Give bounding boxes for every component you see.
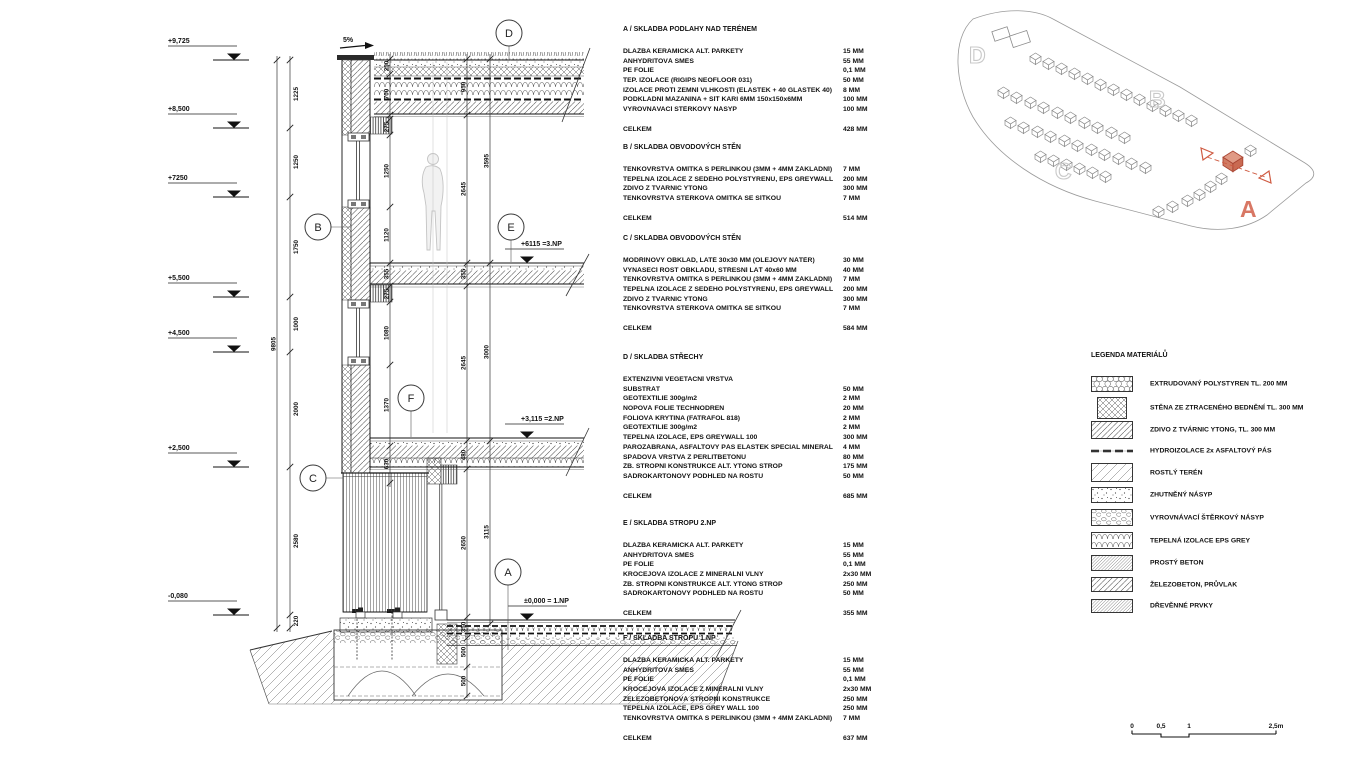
composition-row bbox=[623, 571, 881, 581]
legend-item: DŘEVĚNNÉ PRVKY bbox=[1091, 599, 1363, 613]
layer-name: SÁDROKARTONOVÝ PODHLED NA ROŠTU bbox=[623, 472, 764, 480]
layer-thickness: 2 MM bbox=[843, 395, 860, 403]
dim-label: 1225 bbox=[293, 86, 300, 102]
callout-c bbox=[300, 465, 343, 491]
layer-thickness: 7 MM bbox=[843, 276, 860, 284]
layer-name: ŽELEZOBETONOVÁ STROPNÍ KONSTRUKCE bbox=[623, 695, 771, 703]
layer-thickness: 175 MM bbox=[843, 463, 868, 471]
composition-row bbox=[623, 305, 881, 315]
layer-name: ŽB. STROPNÍ KONSTRUKCE ALT. YTONG STROP bbox=[623, 463, 783, 471]
dim-label: 630 bbox=[383, 458, 391, 470]
dim-label: 700 bbox=[383, 88, 391, 100]
composition-row bbox=[623, 166, 881, 176]
composition-rows bbox=[623, 376, 881, 483]
legend-swatch-fine-diagonal bbox=[1091, 555, 1133, 571]
elevation-marker bbox=[168, 445, 249, 467]
layer-name: TEPELNÁ IZOLACE Z ŠEDÉHO POLYSTYRENU, EPS GREYWALL bbox=[623, 286, 834, 294]
layer-name: ANHYDRITOVÁ SMĚS bbox=[623, 551, 694, 559]
composition-row bbox=[623, 676, 881, 686]
layer-thickness: 2x30 MM bbox=[843, 571, 872, 579]
layer-name: ZDIVO Z TVÁRNIC YTONG bbox=[623, 295, 708, 303]
layer-name: IZOLACE PROTI ZEMNÍ VLHKOSTI (ELASTEK + 40 GLASTEK 40) bbox=[623, 86, 833, 94]
layer-thickness: 50 MM bbox=[843, 385, 864, 393]
composition-title: C / SKLADBA OBVODOVÝCH STĚN bbox=[623, 235, 741, 242]
composition-block-e bbox=[623, 520, 881, 617]
level-marker bbox=[505, 416, 564, 438]
layer-thickness: 15 MM bbox=[843, 48, 864, 55]
elevation-marker bbox=[168, 106, 249, 128]
composition-title: A / SKLADBA PODLAHY NAD TERÉNEM bbox=[623, 26, 757, 33]
composition-row bbox=[623, 386, 881, 396]
layer-thickness: 4 MM bbox=[843, 443, 860, 451]
composition-row bbox=[623, 705, 881, 715]
callout-f bbox=[398, 385, 424, 437]
layer-name: TENKOVRSTVÁ OMÍTKA S PERLINKOU (3MM + 4MM ZÁKLADNÍ) bbox=[623, 166, 833, 173]
scale-tick-05: 0,5 bbox=[1156, 723, 1166, 730]
layer-name: ANHYDRITOVÁ SMĚS bbox=[623, 57, 694, 65]
svg-text:+8,500: +8,500 bbox=[168, 106, 190, 113]
layer-name: KROČEJOVÁ IZOLACE Z MINERÁLNÍ VLNY bbox=[623, 686, 764, 694]
svg-text:C: C bbox=[309, 473, 317, 485]
legend-swatch-diagonal-wide bbox=[1091, 463, 1133, 482]
dim-label: 2000 bbox=[293, 401, 300, 417]
legend-item: EXTRUDOVANÝ POLYSTYREN TL. 200 MM bbox=[1091, 376, 1363, 392]
layer-thickness: 250 MM bbox=[843, 580, 868, 588]
scale-bar bbox=[1122, 718, 1302, 748]
layer-thickness: 40 MM bbox=[843, 266, 864, 274]
elevation-marker bbox=[168, 175, 249, 197]
svg-text:±0,000 = 1.NP: ±0,000 = 1.NP bbox=[524, 598, 569, 605]
dim-label: 1120 bbox=[383, 228, 391, 242]
layer-name: TENKOVRSTVÁ STĚRKOVÁ OMÍTKA SE SÍŤKOU bbox=[623, 195, 781, 203]
layer-name: GEOTEXTILIE 300g/m2 bbox=[623, 424, 698, 432]
layer-name: PODKLADNÍ MAZANINA + SÍŤ KARI 6MM 150x150x6MM bbox=[623, 96, 803, 104]
layer-name: PE FOLIE bbox=[623, 67, 654, 75]
dim-label: 1080 bbox=[383, 325, 391, 341]
legend-swatch-gravel bbox=[1091, 509, 1133, 526]
composition-row bbox=[623, 296, 881, 306]
callout-e bbox=[498, 214, 524, 262]
legend-swatch-loops bbox=[1091, 532, 1133, 549]
layer-thickness: 300 MM bbox=[843, 185, 868, 193]
composition-total: CELKEM 584 MM bbox=[623, 325, 868, 333]
layer-name: EXTENZIVNÍ VEGETAČNÍ VRSTVA bbox=[623, 376, 734, 383]
dim-label: 3595 bbox=[483, 153, 491, 169]
level-marker bbox=[508, 598, 569, 620]
elevation-marker bbox=[168, 38, 249, 60]
composition-total: CELKEM 637 MM bbox=[623, 734, 868, 742]
dim-label: 2645 bbox=[460, 355, 468, 371]
composition-block-b bbox=[623, 144, 881, 222]
legend-title: LEGENDA MATERIÁLŮ bbox=[1091, 352, 1168, 359]
dim-label: 3115 bbox=[483, 525, 491, 539]
composition-rows bbox=[623, 657, 881, 725]
person-silhouette bbox=[422, 154, 443, 251]
composition-rows bbox=[623, 257, 881, 315]
svg-text:+2,500: +2,500 bbox=[168, 445, 190, 452]
layer-thickness: 100 MM bbox=[843, 96, 868, 104]
layer-thickness: 100 MM bbox=[843, 106, 868, 114]
composition-row bbox=[623, 667, 881, 677]
composition-row bbox=[623, 58, 881, 68]
floor-slab-2np bbox=[370, 428, 589, 476]
composition-row bbox=[623, 434, 881, 444]
layer-name: MODŘÍNOVÝ OBKLAD, LATĚ 30x30 MM (OLEJOVÝ NÁTĚR) bbox=[623, 257, 815, 264]
layer-thickness: 7 MM bbox=[843, 715, 860, 723]
dim-label: 355 bbox=[460, 268, 468, 280]
composition-row bbox=[623, 106, 881, 116]
composition-row bbox=[623, 415, 881, 425]
legend-item: STĚNA ZE ZTRACENÉHO BEDNĚNÍ TL. 300 MM bbox=[1091, 397, 1363, 419]
layer-name: SPÁDOVÁ VRSTVA Z PERLITBETONU bbox=[623, 453, 746, 461]
larch-cladding bbox=[340, 458, 457, 632]
layer-name: TENKOVRSTVÁ OMÍTKA S PERLINKOU (3MM + 4MM ZÁKLADNÍ) bbox=[623, 715, 833, 723]
dim-label: 1250 bbox=[293, 154, 300, 170]
legend-item: TEPELNÁ IZOLACE EPS GREY bbox=[1091, 532, 1363, 549]
layer-name: DLAŽBA KERAMICKÁ ALT. PARKETY bbox=[623, 48, 744, 55]
layer-name: PAROZÁBRANA, ASFALTOVÝ PÁS ELASTEK SPECIAL MINERAL bbox=[623, 443, 833, 451]
composition-rows bbox=[623, 542, 881, 600]
layer-thickness: 80 MM bbox=[843, 453, 864, 461]
layer-thickness: 20 MM bbox=[843, 405, 864, 413]
layer-name: DLAŽBA KERAMICKÁ ALT. PARKETY bbox=[623, 542, 744, 549]
legend-item: HYDROIZOLACE 2x ASFALTOVÝ PÁS bbox=[1091, 447, 1363, 455]
scale-tick-1: 1 bbox=[1187, 723, 1191, 730]
layer-name: GEOTEXTILIE 300g/m2 bbox=[623, 395, 698, 403]
layer-name: TENKOVRSTVÁ STĚRKOVÁ OMÍTKA SE SÍŤKOU bbox=[623, 305, 781, 313]
layer-name: PE FOLIE bbox=[623, 676, 654, 684]
composition-row bbox=[623, 463, 881, 473]
svg-text:+4,500: +4,500 bbox=[168, 330, 190, 337]
composition-row bbox=[623, 185, 881, 195]
composition-block-d bbox=[623, 354, 881, 500]
elevation-marker bbox=[168, 330, 249, 352]
layer-name: SUBSTRÁT bbox=[623, 385, 661, 393]
dim-label: 1000 bbox=[293, 316, 300, 332]
layer-thickness bbox=[843, 376, 881, 386]
layer-thickness: 55 MM bbox=[843, 666, 864, 674]
composition-row bbox=[623, 257, 881, 267]
elevation-markers bbox=[168, 38, 249, 615]
composition-row bbox=[623, 473, 881, 483]
legend-swatch-diagonal bbox=[1091, 577, 1133, 592]
composition-row bbox=[623, 195, 881, 205]
layer-name: DLAŽBA KERAMICKÁ ALT. PARKETY bbox=[623, 657, 744, 664]
composition-total: CELKEM 685 MM bbox=[623, 492, 868, 500]
layer-name: ŽB. STROPNÍ KONSTRUKCE ALT. YTONG STROP bbox=[623, 580, 783, 588]
dim-label: 480 bbox=[460, 449, 468, 461]
composition-title: D / SKLADBA STŘECHY bbox=[623, 354, 704, 361]
dim-label: 500 bbox=[460, 646, 468, 658]
composition-row bbox=[623, 276, 881, 286]
floor-slab-3np bbox=[370, 254, 589, 296]
legend-item: ROSTLÝ TERÉN bbox=[1091, 463, 1363, 482]
dim-label: 2650 bbox=[460, 535, 468, 551]
layer-thickness: 200 MM bbox=[843, 175, 868, 183]
elevation-marker bbox=[168, 593, 249, 615]
roof-assembly bbox=[374, 48, 590, 122]
composition-row bbox=[623, 67, 881, 77]
dim-label: 3000 bbox=[483, 344, 491, 360]
layer-thickness: 250 MM bbox=[843, 695, 868, 703]
layer-name: ZDIVO Z TVÁRNIC YTONG bbox=[623, 185, 708, 193]
layer-name: PE FOLIE bbox=[623, 561, 654, 569]
layer-name: ANHYDRITOVÁ SMĚS bbox=[623, 666, 694, 674]
legend-item: ŽELEZOBETON, PRŮVLAK bbox=[1091, 577, 1363, 592]
composition-row bbox=[623, 395, 881, 405]
dim-label: 2580 bbox=[293, 533, 300, 549]
layer-name: TEPELNÁ IZOLACE, EPS GREY WALL 100 bbox=[623, 705, 760, 713]
composition-row bbox=[623, 444, 881, 454]
composition-row bbox=[623, 657, 881, 667]
composition-total: CELKEM 428 MM bbox=[623, 125, 868, 133]
dim-label: 1370 bbox=[383, 397, 391, 413]
composition-row bbox=[623, 405, 881, 415]
svg-text:-0,080: -0,080 bbox=[168, 593, 188, 600]
composition-row bbox=[623, 48, 881, 58]
composition-rows bbox=[623, 48, 881, 116]
site-label-b: B bbox=[1149, 86, 1166, 112]
layer-thickness: 2 MM bbox=[843, 414, 860, 422]
layer-name: VYROVNÁVACÍ ŠTĚRKOVÝ NÁSYP bbox=[623, 106, 737, 114]
composition-row bbox=[623, 267, 881, 277]
composition-row bbox=[623, 715, 881, 725]
dim-label: 350 bbox=[460, 621, 468, 633]
building-d-block bbox=[992, 27, 1031, 48]
composition-row bbox=[623, 176, 881, 186]
dim-label: 220 bbox=[293, 615, 300, 627]
slope-label: 5% bbox=[343, 37, 354, 44]
composition-row bbox=[623, 561, 881, 571]
composition-total: CELKEM 355 MM bbox=[623, 610, 868, 618]
composition-row bbox=[623, 686, 881, 696]
svg-text:+3,115 =2.NP: +3,115 =2.NP bbox=[521, 416, 564, 423]
legend-item: ZHUTNĚNÝ NÁSYP bbox=[1091, 487, 1363, 503]
composition-row bbox=[623, 77, 881, 87]
dim-label: 500 bbox=[460, 675, 468, 687]
composition-row bbox=[623, 454, 881, 464]
layer-thickness: 300 MM bbox=[843, 434, 868, 442]
layer-thickness: 30 MM bbox=[843, 257, 864, 264]
svg-text:F: F bbox=[407, 393, 415, 405]
site-label-d: D bbox=[969, 42, 986, 68]
site-label-a: A bbox=[1240, 196, 1257, 222]
dim-label: 1250 bbox=[383, 163, 391, 179]
composition-block-a bbox=[623, 26, 881, 133]
elevation-marker bbox=[168, 275, 249, 297]
dim-label: 1750 bbox=[293, 239, 300, 255]
layer-thickness: 300 MM bbox=[843, 295, 868, 303]
layer-thickness: 7 MM bbox=[843, 166, 860, 173]
layer-thickness: 55 MM bbox=[843, 551, 864, 559]
composition-row bbox=[623, 581, 881, 591]
dim-label: 275 bbox=[383, 288, 391, 300]
layer-name: TEP. IZOLACE (RIGIPS NEOFLOOR 031) bbox=[623, 77, 753, 85]
legend-swatch-crosshatch bbox=[1097, 397, 1127, 419]
composition-title: E / SKLADBA STROPU 2.NP bbox=[623, 520, 717, 527]
dim-label: 355 bbox=[383, 268, 391, 280]
layer-thickness: 7 MM bbox=[843, 195, 860, 203]
layer-thickness: 200 MM bbox=[843, 286, 868, 294]
dim-label: 275 bbox=[383, 121, 391, 133]
window-2np bbox=[348, 300, 369, 365]
svg-text:D: D bbox=[505, 28, 513, 40]
legend-swatch-honeycomb bbox=[1091, 376, 1133, 392]
svg-text:B: B bbox=[314, 222, 322, 234]
layer-thickness: 15 MM bbox=[843, 542, 864, 549]
building-cubes bbox=[998, 53, 1256, 218]
layer-thickness: 55 MM bbox=[843, 57, 864, 65]
composition-row bbox=[623, 552, 881, 562]
composition-row bbox=[623, 424, 881, 434]
composition-row bbox=[623, 696, 881, 706]
composition-row bbox=[623, 376, 881, 386]
svg-text:E: E bbox=[507, 222, 515, 234]
layer-name: SÁDROKARTONOVÝ PODHLED NA ROŠTU bbox=[623, 590, 764, 598]
layer-name: VÝNÁŠECÍ ROŠT OBKLADU, STŘEŠNÍ LAŤ 40x60 MM bbox=[623, 266, 797, 274]
composition-row bbox=[623, 286, 881, 296]
composition-title: B / SKLADBA OBVODOVÝCH STĚN bbox=[623, 144, 741, 151]
slope-annotation bbox=[340, 37, 374, 49]
svg-text:A: A bbox=[504, 567, 512, 579]
layer-name: NOPOVÁ FOLIE TECHNODREN bbox=[623, 405, 725, 413]
layer-name: KROČEJOVÁ IZOLACE Z MINERÁLNÍ VLNY bbox=[623, 571, 764, 579]
composition-row bbox=[623, 96, 881, 106]
dim-label-total: 9805 bbox=[270, 336, 278, 352]
composition-block-c bbox=[623, 235, 881, 332]
composition-rows bbox=[623, 166, 881, 205]
layer-thickness: 7 MM bbox=[843, 305, 860, 313]
dim-label: 250 bbox=[383, 60, 391, 72]
scale-tick-0: 0 bbox=[1130, 723, 1134, 730]
layer-thickness: 0,1 MM bbox=[843, 561, 866, 569]
composition-row bbox=[623, 87, 881, 97]
layer-thickness: 0,1 MM bbox=[843, 676, 866, 684]
legend-swatch-diagonal bbox=[1091, 421, 1133, 439]
composition-title: F / SKLADBA STROPU 1.NP bbox=[623, 635, 716, 642]
legend-item: VYROVNÁVACÍ ŠTĚRKOVÝ NÁSYP bbox=[1091, 509, 1363, 526]
dim-label: 2645 bbox=[460, 181, 468, 197]
composition-row bbox=[623, 542, 881, 552]
layer-name: TEPELNÁ IZOLACE Z ŠEDÉHO POLYSTYRENU, EPS GREYWALL bbox=[623, 175, 834, 183]
composition-total: CELKEM 514 MM bbox=[623, 214, 868, 222]
composition-row bbox=[623, 590, 881, 600]
site-label-c: C bbox=[1055, 158, 1072, 184]
composition-block-f bbox=[623, 635, 881, 742]
layer-name: FOLIOVÁ KRYTINA (FATRAFOL 818) bbox=[623, 414, 741, 422]
window-3np bbox=[348, 133, 369, 208]
legend-swatch-dashed-line bbox=[1091, 447, 1133, 455]
legend-swatch-speckle bbox=[1091, 487, 1133, 503]
svg-text:+9,725: +9,725 bbox=[168, 38, 190, 45]
layer-name: TENKOVRSTVÁ OMÍTKA S PERLINKOU (3MM + 4MM ZÁKLADNÍ) bbox=[623, 276, 833, 284]
layer-thickness: 250 MM bbox=[843, 705, 868, 713]
layer-thickness: 50 MM bbox=[843, 472, 864, 480]
dim-label: 950 bbox=[460, 81, 468, 93]
svg-text:+5,500: +5,500 bbox=[168, 275, 190, 282]
layer-thickness: 50 MM bbox=[843, 590, 864, 598]
layer-thickness: 50 MM bbox=[843, 77, 864, 85]
legend-item: PROSTÝ BETON bbox=[1091, 555, 1363, 571]
site-key-plan bbox=[935, 5, 1355, 240]
legend-item: ZDIVO Z TVÁRNIC YTONG, TL. 300 MM bbox=[1091, 421, 1363, 439]
legend-swatch-fine-diagonal bbox=[1091, 599, 1133, 613]
layer-thickness: 0,1 MM bbox=[843, 67, 866, 75]
level-marker bbox=[505, 241, 564, 263]
layer-thickness: 2x30 MM bbox=[843, 686, 872, 694]
layer-thickness: 2 MM bbox=[843, 424, 860, 432]
layer-name: TEPELNÁ IZOLACE, EPS GREYWALL 100 bbox=[623, 434, 758, 442]
scale-tick-25: 2,5m bbox=[1268, 723, 1284, 730]
svg-text:+6115 =3.NP: +6115 =3.NP bbox=[521, 241, 562, 248]
layer-thickness: 8 MM bbox=[843, 86, 860, 94]
layer-thickness: 15 MM bbox=[843, 657, 864, 664]
svg-text:+7250: +7250 bbox=[168, 175, 188, 182]
